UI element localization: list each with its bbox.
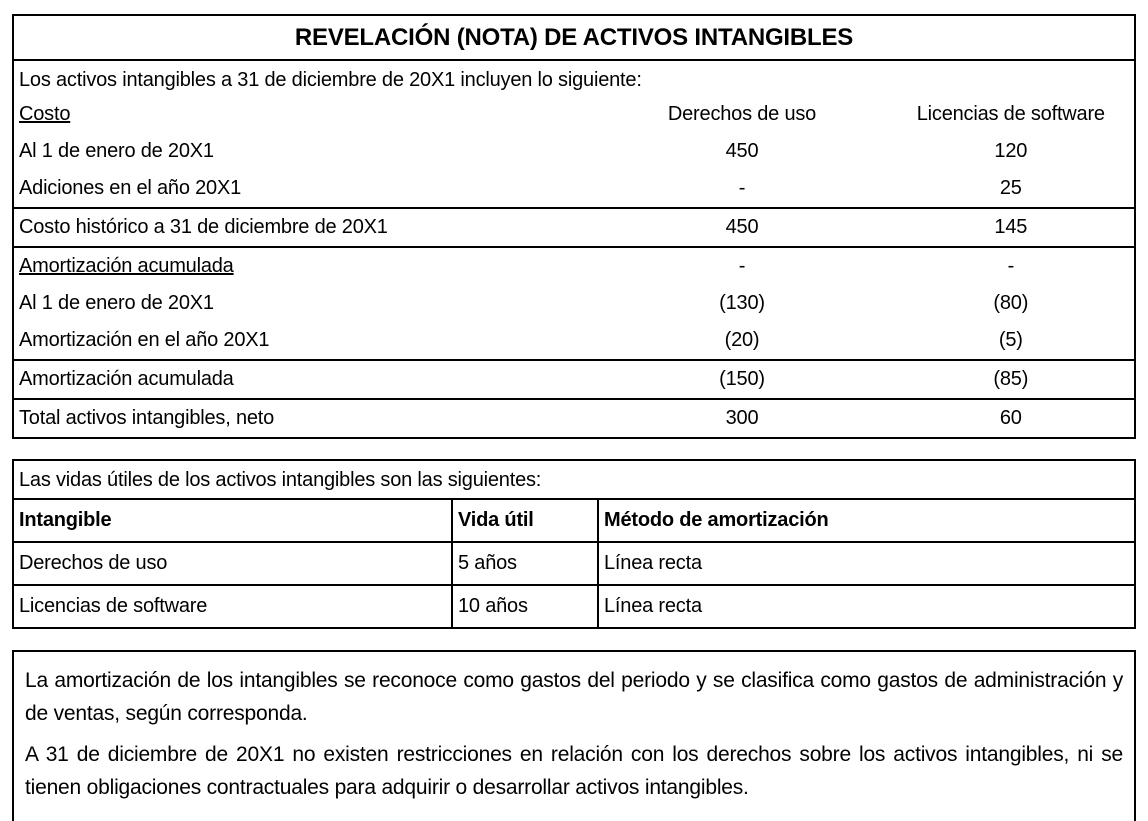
value-derechos: -: [596, 247, 887, 285]
value-licencias: 120: [994, 140, 1028, 162]
table-row: [14, 170, 1134, 208]
intangibles-note-box: [12, 14, 1136, 439]
cost-table: [14, 96, 1134, 437]
value-derechos: (150): [596, 360, 887, 399]
row-label: Amortización acumulada: [14, 360, 596, 399]
table-row-subtotal: [14, 208, 1134, 247]
value-licencias: (5): [998, 329, 1023, 351]
row-label: Al 1 de enero de 20X1: [19, 292, 214, 314]
cost-section-label: Costo: [19, 103, 71, 125]
table-row: [14, 285, 1134, 322]
notes-box: [12, 650, 1136, 821]
row-label: Adiciones en el año 20X1: [19, 177, 242, 199]
cost-header-row: [14, 96, 1134, 133]
useful-lives-header-row: [14, 500, 1134, 542]
value-derechos: 450: [596, 208, 887, 247]
cell-metodo: Línea recta: [598, 542, 1134, 585]
value-derechos: 300: [596, 399, 887, 437]
value-licencias: 25: [999, 177, 1022, 199]
table-row-section: [14, 247, 1134, 285]
note-intro-text: Los activos intangibles a 31 de diciembre de 20X1 incluyen lo siguiente:: [19, 69, 642, 91]
column-header-derechos: Derechos de uso: [667, 103, 817, 125]
cell-intangible: Derechos de uso: [14, 542, 452, 585]
value-licencias: (80): [993, 292, 1029, 314]
cell-vida-util: 10 años: [452, 585, 598, 627]
value-licencias: 60: [888, 399, 1134, 437]
note-paragraph-amortization: La amortización de los intangibles se reconoce como gastos del periodo y se clasifica como gastos de administración y de ventas, según corresponda.: [25, 669, 1123, 725]
useful-lives-intro: Las vidas útiles de los activos intangibles son las siguientes:: [14, 461, 1134, 500]
table-row-total: [14, 399, 1134, 437]
row-label: Al 1 de enero de 20X1: [19, 140, 214, 162]
table-row: [14, 322, 1134, 360]
value-licencias: 145: [888, 208, 1134, 247]
value-derechos: 450: [725, 140, 759, 162]
column-header-licencias: Licencias de software: [916, 103, 1105, 125]
cell-intangible: Licencias de software: [14, 585, 452, 627]
header-vida-util: Vida útil: [452, 500, 598, 542]
value-licencias: (85): [888, 360, 1134, 399]
note-title: REVELACIÓN (NOTA) DE ACTIVOS INTANGIBLES: [14, 16, 1134, 61]
useful-lives-box: [12, 459, 1136, 629]
cell-vida-util: 5 años: [452, 542, 598, 585]
value-derechos: (130): [719, 292, 765, 314]
table-row-subtotal: [14, 360, 1134, 399]
value-derechos: -: [738, 177, 746, 199]
table-row: [14, 585, 1134, 627]
row-label: Amortización en el año 20X1: [19, 329, 270, 351]
value-derechos: (20): [724, 329, 760, 351]
header-metodo: Método de amortización: [598, 500, 1134, 542]
table-row: [14, 542, 1134, 585]
useful-lives-table: [14, 500, 1134, 627]
row-label: Costo histórico a 31 de diciembre de 20X1: [14, 208, 596, 247]
header-intangible: Intangible: [19, 509, 112, 531]
row-label: Amortización acumulada: [19, 255, 234, 277]
table-row: [14, 133, 1134, 170]
cell-metodo: Línea recta: [598, 585, 1134, 627]
value-licencias: -: [888, 247, 1134, 285]
row-label: Total activos intangibles, neto: [14, 399, 596, 437]
note-paragraph-restrictions: A 31 de diciembre de 20X1 no existen restricciones en relación con los derechos sobre los activos intangibles, ni se tienen obligaciones contractuales para adquirir o desarrollar activos intangibles.: [25, 743, 1123, 799]
